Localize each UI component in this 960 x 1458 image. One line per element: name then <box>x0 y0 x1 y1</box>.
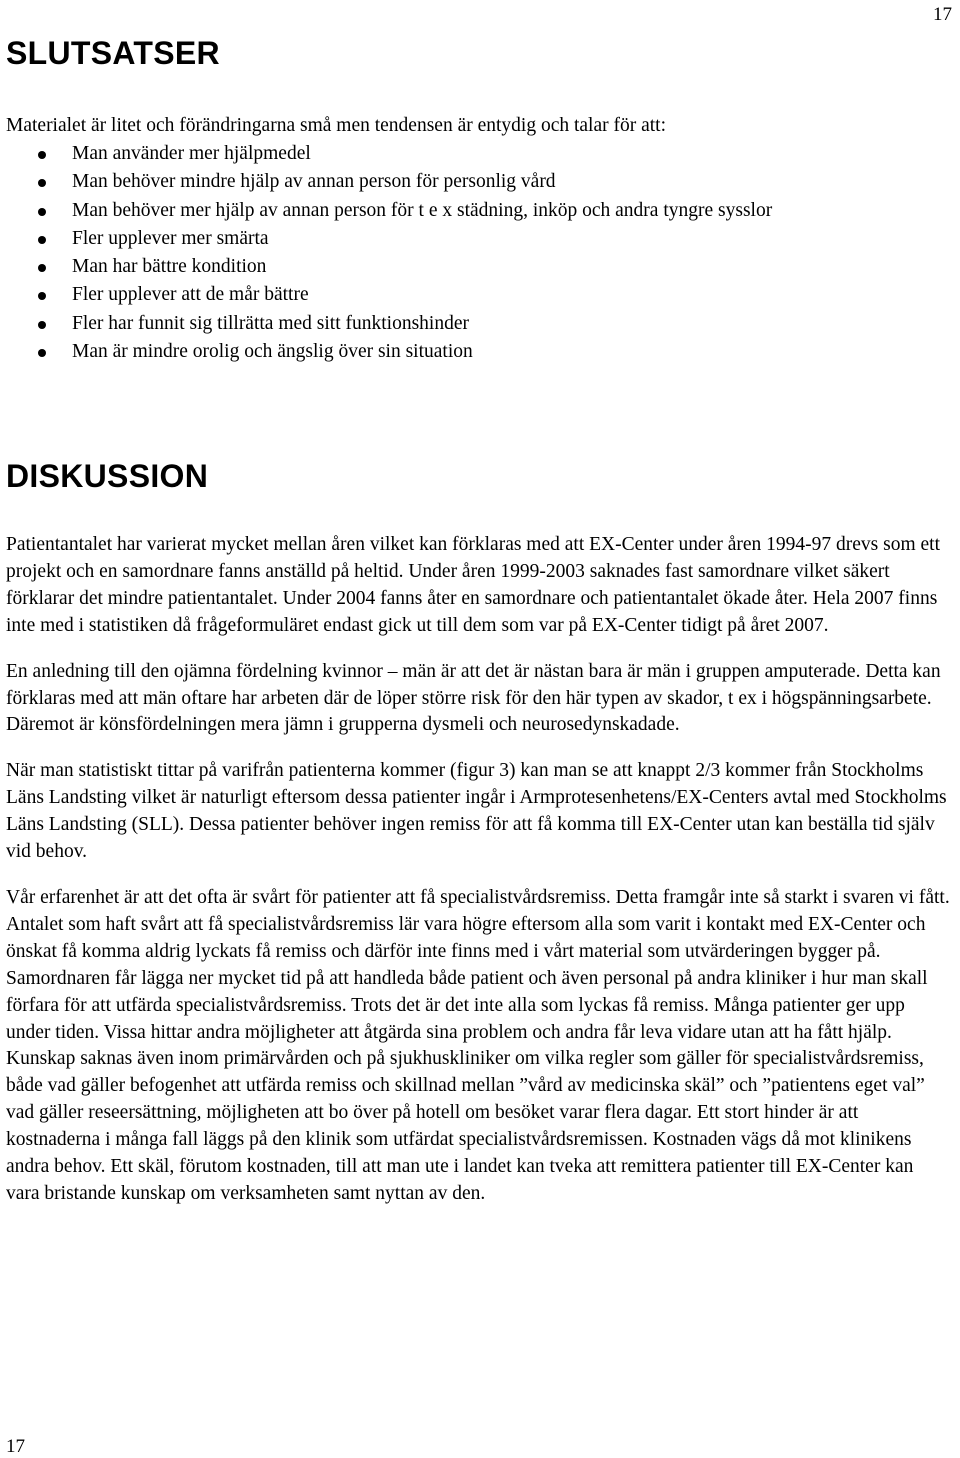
page-number-top: 17 <box>933 4 952 25</box>
list-item: Man behöver mer hjälp av annan person för t e x städning, inköp och andra tyngre sysslor <box>6 197 772 225</box>
list-item: Man har bättre kondition <box>6 253 772 281</box>
paragraph: Patientantalet har varierat mycket mellan åren vilket kan förklaras med att EX-Center under åren 1994-97 drevs som ett projekt och en samordnare fanns anställd på heltid. Under åren 1999-2003 saknades fast samordnare vilket säkert förklarar det mindre patientantalet. Under 2004 fanns åter en samordnare och patientantalet ökade åter. Hela 2007 finns inte med i statistiken då frågeformuläret endast gick ut till dem som var på EX-Center tidigt på året 2007. <box>6 534 941 636</box>
paragraph: Vår erfarenhet är att det ofta är svårt för patienter att få specialistvårdsremiss. Detta framgår inte så starkt i svaren vi fått. Antalet som haft svårt att få specialistvårdsremiss lär vara högre eftersom alla som varit i kontakt med EX-Center och önskat få komma aldrig lyckats få remiss och därför inte finns med i vårt material som utvärderingen bygger på. Samordnaren får lägga ner mycket tid på att handleda både patient och även personal på andra kliniker i hur man skall förfara för att utfärda specialistvårdsremiss. Trots det är det inte alla som lyckas få remiss. Många patienter ger upp under tiden. Vissa hittar andra möjligheter att åtgärda sina problem och andra får leva vidare utan att ha fått hjälp. Kunskap saknas även inom primärvården och på sjukhuskliniker om vilka regler som gäller för specialistvårdsremiss, både vad gäller befogenhet att utfärda remiss och skillnad mellan ”vård av medicinska skäl” och ”patientens eget val” vad gäller reseersättning, möjligheten att bo över på hotell om besöket varar flera dagar. Ett stort hinder är att kostnaderna i många fall läggs på den klinik som utfärdat specialistvårdsremissen. Kostnaden vägs då mot klinikens andra behov. Ett skäl, förutom kostnaden, till att man ute i landet kan tveka att remittera patienter till EX-Center kan vara bristande kunskap om verksamheten samt nyttan av den. <box>6 886 950 1204</box>
list-item: Man använder mer hjälpmedel <box>6 140 772 168</box>
bullet-icon <box>38 179 46 187</box>
page-number-bottom: 17 <box>6 1436 25 1457</box>
list-item: Man behöver mindre hjälp av annan person för personlig vård <box>6 168 772 196</box>
paragraph: En anledning till den ojämna fördelning kvinnor – män är att det är nästan bara är män i gruppen amputerade. Detta kan förklaras med att män oftare har arbeten där de löper större risk för den här typen av skador, t ex i högspänningsarbete. Däremot är könsfördelningen mera jämn i grupperna dysmeli och neurosedynskadade. <box>6 660 941 736</box>
bullet-icon <box>38 151 46 159</box>
section-heading-slutsatser: SLUTSATSER <box>6 35 220 71</box>
list-item: Fler upplever att de mår bättre <box>6 281 772 309</box>
bullet-icon <box>38 236 46 244</box>
bullet-icon <box>38 349 46 357</box>
bullet-icon <box>38 292 46 300</box>
bullet-icon <box>38 264 46 272</box>
paragraph: När man statistiskt tittar på varifrån patienterna kommer (figur 3) kan man se att knappt 2/3 kommer från Stockholms Läns Landsting vilket är naturligt eftersom dessa patienter ingår i Armprotesenhetens/EX-Centers avtal med Stockholms Läns Landsting (SLL). Dessa patienter behöver ingen remiss för att få komma till EX-Center utan kan beställa tid själv vid behov. <box>6 760 947 863</box>
diskussion-body <box>6 532 951 1227</box>
slutsatser-intro: Materialet är litet och förändringarna små men tendensen är entydig och talar för att: <box>6 115 667 136</box>
conclusions-list <box>6 140 772 366</box>
list-item: Man är mindre orolig och ängslig över sin situation <box>6 338 772 366</box>
list-item: Fler har funnit sig tillrätta med sitt funktionshinder <box>6 310 772 338</box>
bullet-icon <box>38 321 46 329</box>
bullet-icon <box>38 208 46 216</box>
section-heading-diskussion: DISKUSSION <box>6 458 209 494</box>
list-item: Fler upplever mer smärta <box>6 225 772 253</box>
